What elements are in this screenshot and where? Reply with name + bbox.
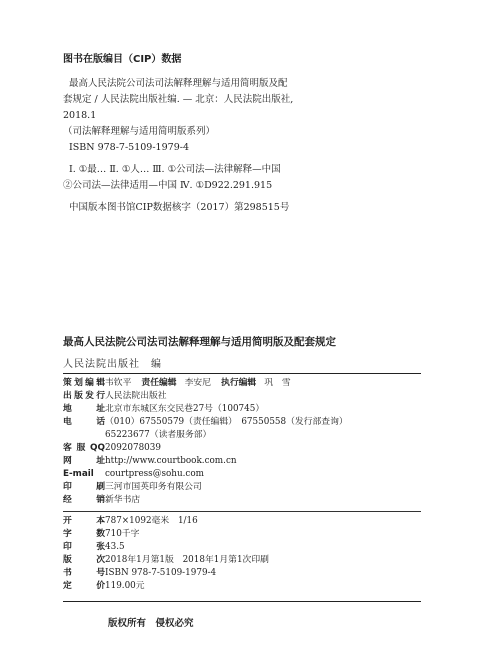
responsible-editor-value: 李安尼 xyxy=(184,378,212,388)
executive-editor-label: 执行编辑 xyxy=(221,378,257,388)
book-title: 最高人民法院公司法司法解释理解与适用简明版及配套规定 xyxy=(63,336,336,348)
info-row xyxy=(63,494,348,507)
cip-isbn: ISBN 978-7-5109-1979-4 xyxy=(69,142,189,153)
executive-editor-value: 巩 雪 xyxy=(264,378,291,388)
info-value: courtpress@sohu.com xyxy=(105,469,204,479)
spec-label: 印 张 xyxy=(63,542,105,552)
publisher-info-block xyxy=(63,377,348,507)
spec-row xyxy=(63,567,269,580)
spec-value: 787×1092毫米 1/16 xyxy=(105,516,198,526)
spec-value: ISBN 978-7-5109-1979-4 xyxy=(105,568,217,578)
cip-line-2: 套规定 / 人民法院出版社编. — 北京：人民法院出版社, xyxy=(63,94,294,105)
spec-row xyxy=(63,528,269,541)
cip-line-1: 最高人民法院公司法司法解释理解与适用简明版及配 xyxy=(69,78,288,89)
cip-record-number: 中国版本图书馆CIP数据核字（2017）第298515号 xyxy=(69,202,290,213)
info-row xyxy=(63,416,348,429)
spec-label: 开 本 xyxy=(63,516,105,526)
info-value: 三河市国英印务有限公司 xyxy=(105,482,202,492)
info-row xyxy=(63,403,348,416)
spec-value: 2018年1月第1版 2018年1月第1次印刷 xyxy=(105,555,269,565)
info-row xyxy=(63,442,348,455)
spec-label: 字 数 xyxy=(63,529,105,539)
divider-bottom xyxy=(63,601,421,602)
info-value: 人民法院出版社 xyxy=(105,391,167,401)
cip-block xyxy=(63,52,433,216)
info-label: 经 销 xyxy=(63,495,105,505)
responsible-editor-label: 责任编辑 xyxy=(141,378,177,388)
info-label: E-mail xyxy=(63,469,94,479)
info-row xyxy=(63,468,348,481)
planning-editor-label: 策划编辑 xyxy=(63,378,105,388)
spec-row xyxy=(63,541,269,554)
cip-classification-2: ②公司法—法律适用—中国 Ⅳ. ①D922.291.915 xyxy=(63,180,273,191)
spec-label: 版 次 xyxy=(63,555,105,565)
info-label: 出版发行 xyxy=(63,391,105,401)
spec-value: 710千字 xyxy=(105,529,140,539)
spec-row xyxy=(63,554,269,567)
divider-top xyxy=(63,373,421,374)
spec-value: 43.5 xyxy=(105,542,125,552)
info-row xyxy=(63,455,348,468)
info-label xyxy=(63,429,105,442)
info-label: 印 刷 xyxy=(63,482,105,492)
divider-middle xyxy=(63,511,421,512)
cip-line-4: （司法解释理解与适用简明版系列） xyxy=(63,126,216,137)
editors-row xyxy=(63,377,348,390)
info-label: 地 址 xyxy=(63,404,105,414)
cip-line-3: 2018.1 xyxy=(63,110,97,121)
cip-heading: 图书在版编目（CIP）数据 xyxy=(63,54,182,65)
info-value: （010）67550579（责任编辑） 67550558（发行部查询） xyxy=(105,417,348,427)
info-value: 65223677（读者服务部） xyxy=(105,430,212,440)
info-label: 电 话 xyxy=(63,417,105,427)
book-author: 人民法院出版社 编 xyxy=(63,359,162,370)
info-row xyxy=(63,429,348,442)
rights-notice: 版权所有 侵权必究 xyxy=(108,618,194,629)
spec-row xyxy=(63,515,269,528)
spec-row xyxy=(63,580,269,593)
spec-value: 119.00元 xyxy=(105,581,145,591)
specs-block xyxy=(63,515,269,593)
info-row xyxy=(63,390,348,403)
info-value: 新华书店 xyxy=(105,495,141,505)
info-value: 北京市东城区东交民巷27号（100745） xyxy=(105,404,265,414)
info-value: 2092078039 xyxy=(105,443,161,453)
info-label: 客服QQ xyxy=(63,443,105,453)
info-row xyxy=(63,481,348,494)
spec-label: 书 号 xyxy=(63,568,105,578)
info-label: 网 址 xyxy=(63,456,105,466)
spec-label: 定 价 xyxy=(63,581,105,591)
cip-classification-1: Ⅰ. ①最… Ⅱ. ①人… Ⅲ. ①公司法—法律解释—中国 xyxy=(69,164,281,175)
info-value: http://www.courtbook.com.cn xyxy=(105,456,237,466)
planning-editor-value: 韦钦平 xyxy=(105,378,132,388)
